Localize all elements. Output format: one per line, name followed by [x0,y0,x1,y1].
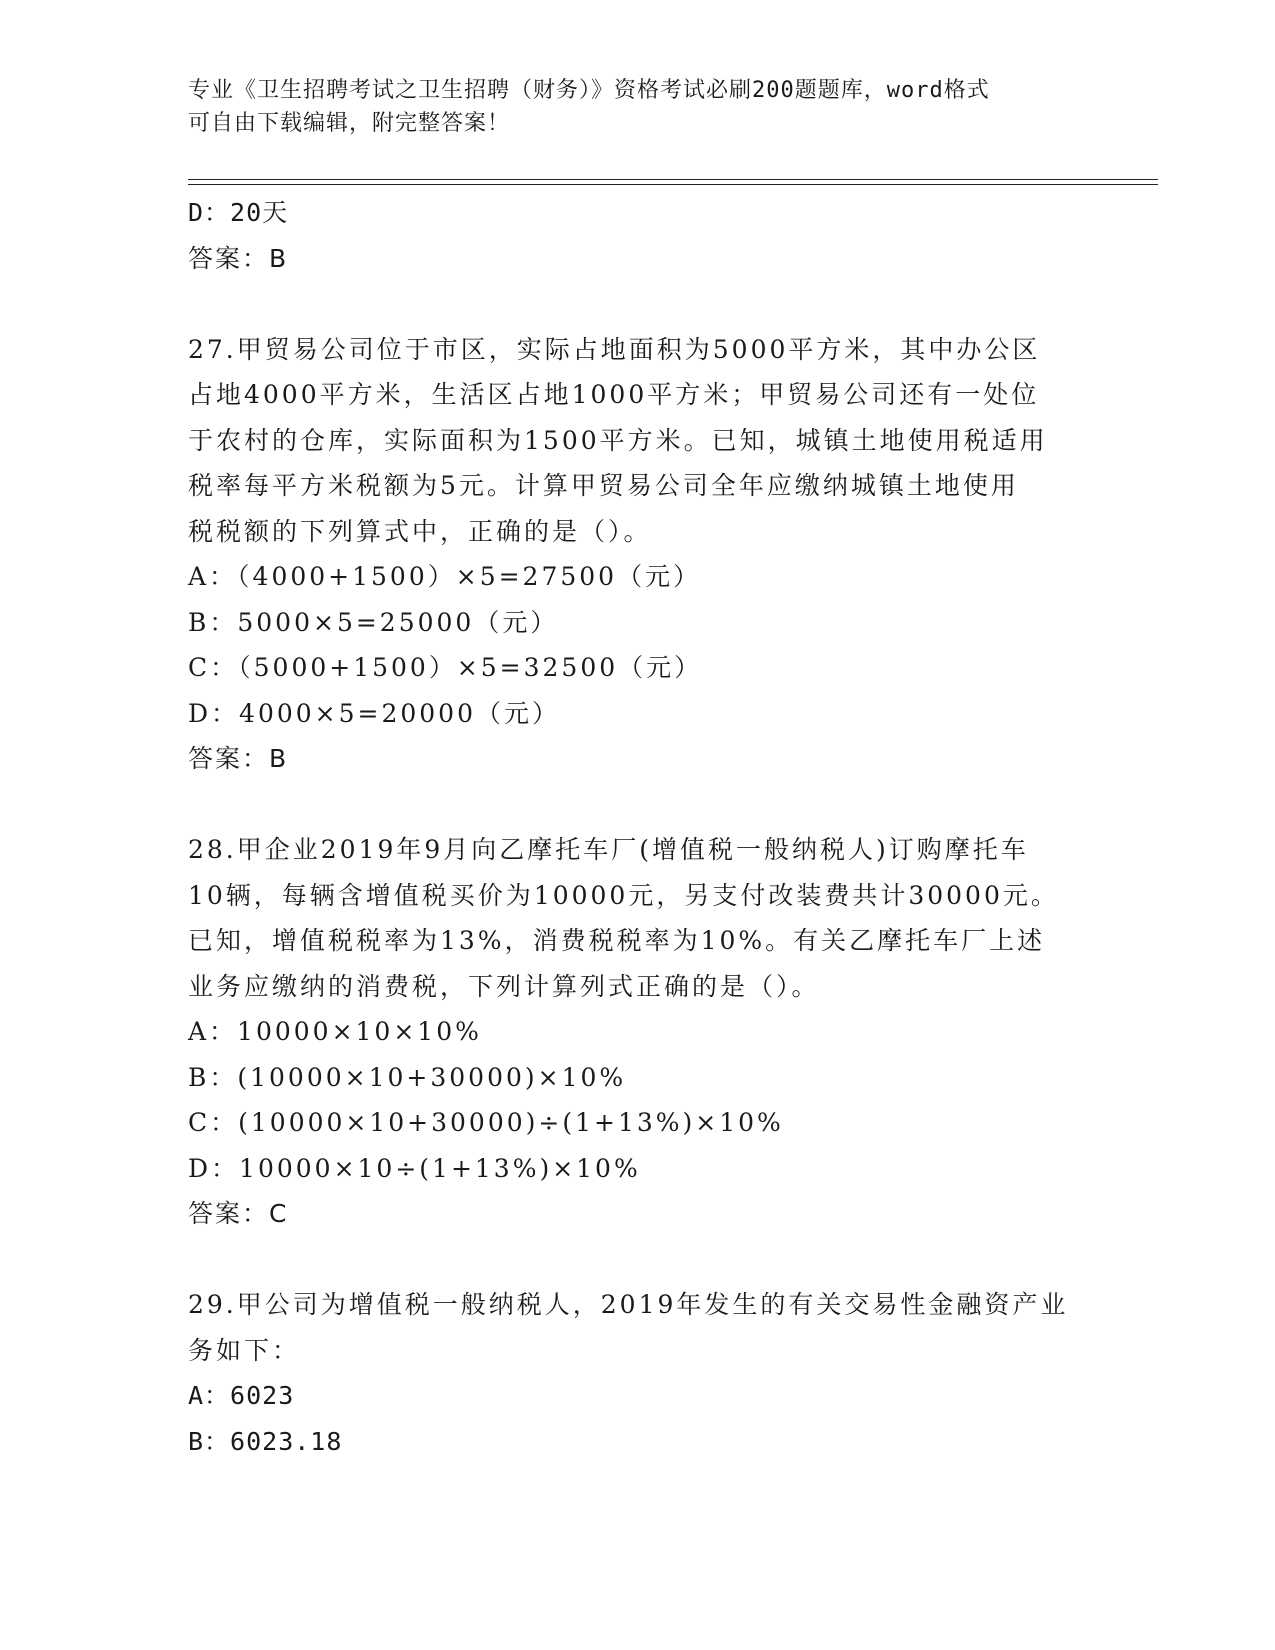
question-stem-line: 业务应缴纳的消费税，下列计算列式正确的是（）。 [188,971,820,1001]
question-stem-line: 29.甲公司为增值税一般纳税人，2019年发生的有关交易性金融资产业 [188,1290,1069,1319]
option-b: B：(10000×10+30000)×10% [188,1062,627,1092]
question-stem-line: 税率每平方米税额为5元。计算甲贸易公司全年应缴纳城镇土地使用 [188,471,1019,500]
page-header [188,74,1088,140]
answer-line: 答案：B [188,744,289,773]
question-stem-line: 28.甲企业2019年9月向乙摩托车厂(增值税一般纳税人)订购摩托车 [188,835,1029,864]
header-line-1: 专业《卫生招聘考试之卫生招聘（财务）》资格考试必刷200题题库，word格式 [188,78,990,103]
answer-line: 答案：B [188,243,289,273]
option-a: A：（4000+1500）×5=27500（元） [188,562,702,591]
option-b: B：6023.18 [188,1426,343,1456]
option-d: D：10000×10÷(1+13%)×10% [188,1153,641,1183]
option-d: D：4000×5=20000（元） [188,698,560,728]
question-stem-line: 10辆，每辆含增值税买价为10000元，另支付改装费共计30000元。 [188,880,1059,910]
spacer [188,281,1088,327]
question-stem-line: 务如下： [188,1335,301,1365]
option-c: C：（5000+1500）×5=32500（元） [188,653,703,682]
spacer [188,1237,1088,1283]
spacer [188,782,1088,828]
header-divider-top [188,179,1158,180]
question-stem-line: 占地4000平方米，生活区占地1000平方米；甲贸易公司还有一处位 [188,380,1040,409]
option-a: A：6023 [188,1381,295,1410]
header-divider-bottom [188,184,1158,185]
option-d: D：20天 [188,198,289,227]
question-stem-line: 已知，增值税税率为13%，消费税税率为10%。有关乙摩托车厂上述 [188,926,1046,955]
question-stem-line: 27.甲贸易公司位于市区，实际占地面积为5000平方米，其中办公区 [188,334,1041,364]
option-a: A：10000×10×10% [188,1017,482,1046]
question-26 [188,190,1088,281]
question-stem-line: 税税额的下列算式中，正确的是（）。 [188,516,652,546]
answer-line: 答案：C [188,1199,289,1228]
question-28 [188,827,1088,1237]
question-27 [188,327,1088,782]
document-body [188,190,1088,1464]
question-stem-line: 于农村的仓库，实际面积为1500平方米。已知，城镇土地使用税适用 [188,425,1048,455]
option-b: B：5000×5=25000（元） [188,607,559,637]
question-29 [188,1282,1088,1464]
header-line-2: 可自由下载编辑，附完整答案！ [188,111,511,136]
option-c: C：(10000×10+30000)÷(1+13%)×10% [188,1108,784,1137]
